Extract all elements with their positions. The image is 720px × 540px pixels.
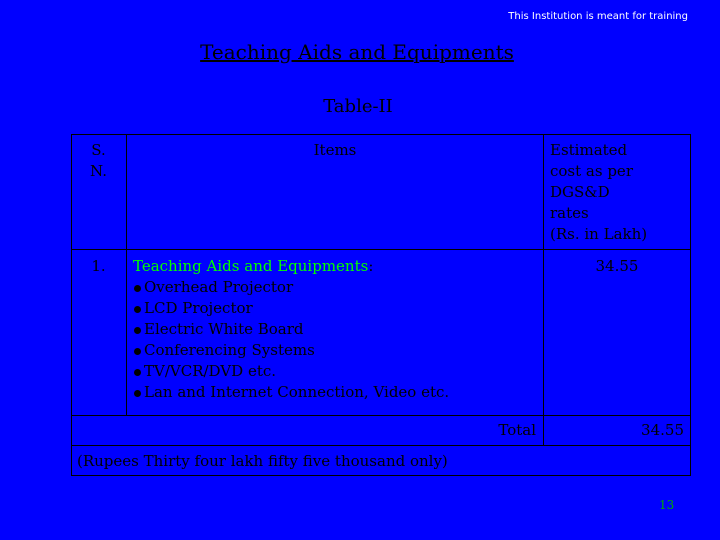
header-sn-line-1: S. bbox=[91, 141, 106, 159]
page-number: 13 bbox=[659, 498, 675, 512]
row-items-heading bbox=[133, 256, 541, 277]
table-caption: Table-II bbox=[323, 96, 393, 117]
cost-table bbox=[71, 134, 691, 476]
table-divider-header bbox=[71, 249, 691, 250]
table-divider-cost bbox=[543, 134, 544, 445]
list-item: Conferencing Systems bbox=[133, 340, 541, 361]
table-border-bottom bbox=[71, 475, 691, 476]
table-divider-row bbox=[71, 415, 691, 416]
header-cost-line-4: rates bbox=[550, 204, 589, 222]
row-cost: 34.55 bbox=[595, 257, 639, 275]
header-note: This Institution is meant for training bbox=[508, 11, 688, 22]
list-item: Lan and Internet Connection, Video etc. bbox=[133, 382, 541, 403]
table-divider-sn bbox=[126, 134, 127, 415]
row-items-heading-text: Teaching Aids and Equipments bbox=[133, 257, 369, 275]
row-items-heading-colon: : bbox=[368, 257, 374, 275]
header-items: Items bbox=[313, 141, 357, 159]
row-items bbox=[133, 256, 541, 403]
page-title: Teaching Aids and Equipments bbox=[200, 40, 514, 64]
row-sn: 1. bbox=[91, 257, 106, 275]
header-cost-line-3: DGS&D bbox=[550, 183, 610, 201]
list-item: Overhead Projector bbox=[133, 277, 541, 298]
table-divider-total bbox=[71, 445, 691, 446]
header-cost-line-2: cost as per bbox=[550, 162, 633, 180]
equipment-list bbox=[133, 277, 541, 403]
header-sn bbox=[71, 140, 126, 182]
table-border-top bbox=[71, 134, 691, 135]
table-border-right bbox=[690, 134, 691, 476]
total-value: 34.55 bbox=[641, 421, 684, 439]
header-cost-line-1: Estimated bbox=[550, 141, 628, 159]
list-item: LCD Projector bbox=[133, 298, 541, 319]
header-cost-line-5: (Rs. in Lakh) bbox=[550, 225, 648, 243]
amount-in-words: (Rupees Thirty four lakh fifty five thousand only) bbox=[77, 452, 448, 470]
list-item: Electric White Board bbox=[133, 319, 541, 340]
header-sn-line-2: N. bbox=[90, 162, 107, 180]
list-item: TV/VCR/DVD etc. bbox=[133, 361, 541, 382]
header-cost bbox=[550, 140, 690, 245]
total-label: Total bbox=[498, 421, 536, 439]
